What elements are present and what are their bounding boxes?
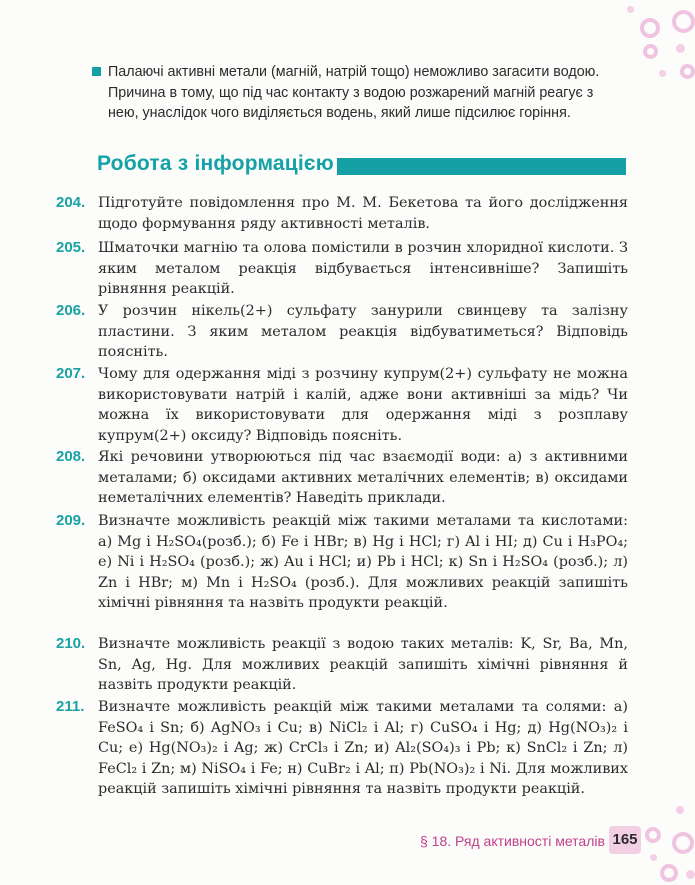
running-footer-title: § 18. Ряд активності металів (420, 833, 605, 849)
exercise-number: 206. (56, 302, 86, 319)
exercise-number: 211. (56, 698, 85, 715)
exercise-number: 208. (56, 448, 86, 465)
info-note-text: Палаючі активні метали (магній, натрій тощо) неможливо загасити водою. Причина в тому, що під час контакту з водою розжарений магній реагує з нею, унаслідок чого виділяється водень, який лише підсилює горіння. (108, 64, 600, 121)
exercise-item (56, 238, 628, 300)
exercise-text: Підготуйте повідомлення про М. М. Бекетова та його дослідження щодо формування ряду активності металів. (98, 195, 628, 232)
exercise-item (56, 634, 628, 696)
decor-circle (643, 44, 658, 59)
exercise-item (56, 301, 628, 363)
exercise-text: Чому для одержання міді з розчину купрум(2+) сульфату не можна використовувати натрій і калій, адже вони активніші за мідь? Чи можна їх використовувати для одержання міді з розплаву купрум(2+) оксиду? Відповідь поясніть. (98, 366, 628, 444)
exercise-text: Визначте можливість реакцій між такими металами та кислотами: а) Mg і H₂SO₄(розб.); б) Fe і HBr; в) Hg і HCl; г) Al і HI; д) Cu і H₃PO₄; е) Ni і H₂SO₄ (розб.); ж) Au і HCl; и) Pb і HCl; к) Sn і H₂SO₄ (розб.); л) Zn і HBr; м) Mn і H₂SO₄ (розб.). Для можливих реакцій запишіть хімічні рівняння та назвіть продукти реакцій. (98, 513, 628, 611)
exercise-number: 205. (56, 239, 86, 256)
exercise-item (56, 364, 628, 446)
decor-circle (672, 832, 694, 854)
exercise-text: У розчин нікель(2+) сульфату занурили свинцеву та залізну пластини. З яким металом реакція відбуватиметься? Відповідь поясніть. (98, 303, 628, 360)
decor-circle (672, 10, 695, 33)
exercise-text: Визначте можливість реакцій між такими металами та солями: а) FeSO₄ і Sn; б) AgNO₃ і Cu; в) NiCl₂ і Al; г) CuSO₄ і Hg; д) Hg(NO₃)₂ і Cu; е) Hg(NO₃)₂ і Ag; ж) CrCl₃ і Zn; и) Al₂(SO₄)₃ і Pb; к) SnCl₂ і Zn; л) FeCl₂ і Zn; м) NiSO₄ і Fe; н) CuBr₂ і Al; п) Pb(NO₃)₂ і Ni. Для можливих реакцій запишіть хімічні рівняння та назвіть продукти реакцій. (98, 699, 628, 797)
bullet-square-icon (92, 67, 101, 76)
exercise-text: Шматочки магнію та олова помістили в розчин хлоридної кислоти. З яким металом реакція відбувається інтенсивніше? Запишіть рівняння реакцій. (98, 240, 628, 297)
section-title: Робота з інформацією (97, 152, 334, 175)
decor-circle (640, 18, 660, 38)
exercise-number: 209. (56, 512, 86, 529)
decor-circle (627, 6, 634, 13)
decor-circle (650, 854, 657, 861)
exercise-item (56, 193, 628, 234)
exercise-item (56, 511, 628, 614)
decor-circle (645, 827, 661, 843)
exercise-text: Які речовини утворюються під час взаємодії води: а) з активними металами; б) оксидами активних металічних елементів; в) оксидами неметалічних елементів? Наведіть приклади. (98, 449, 628, 506)
decor-circle (686, 870, 695, 879)
info-note (92, 62, 622, 124)
exercise-text: Визначте можливість реакції з водою таких металів: K, Sr, Ba, Mn, Sn, Ag, Hg. Для можливих реакцій запишіть хімічні рівняння й назвіть продукти реакцій. (98, 636, 628, 693)
decor-circle (659, 70, 666, 77)
decor-circle (676, 44, 685, 53)
section-title-bar (337, 158, 626, 175)
decor-circle (680, 64, 695, 79)
decor-circle (676, 806, 684, 814)
exercise-number: 204. (56, 194, 86, 211)
exercise-item (56, 697, 628, 800)
exercise-item (56, 447, 628, 509)
decor-circle (660, 864, 678, 882)
exercise-number: 210. (56, 635, 86, 652)
page-number: 165 (609, 826, 641, 854)
exercise-number: 207. (56, 365, 86, 382)
